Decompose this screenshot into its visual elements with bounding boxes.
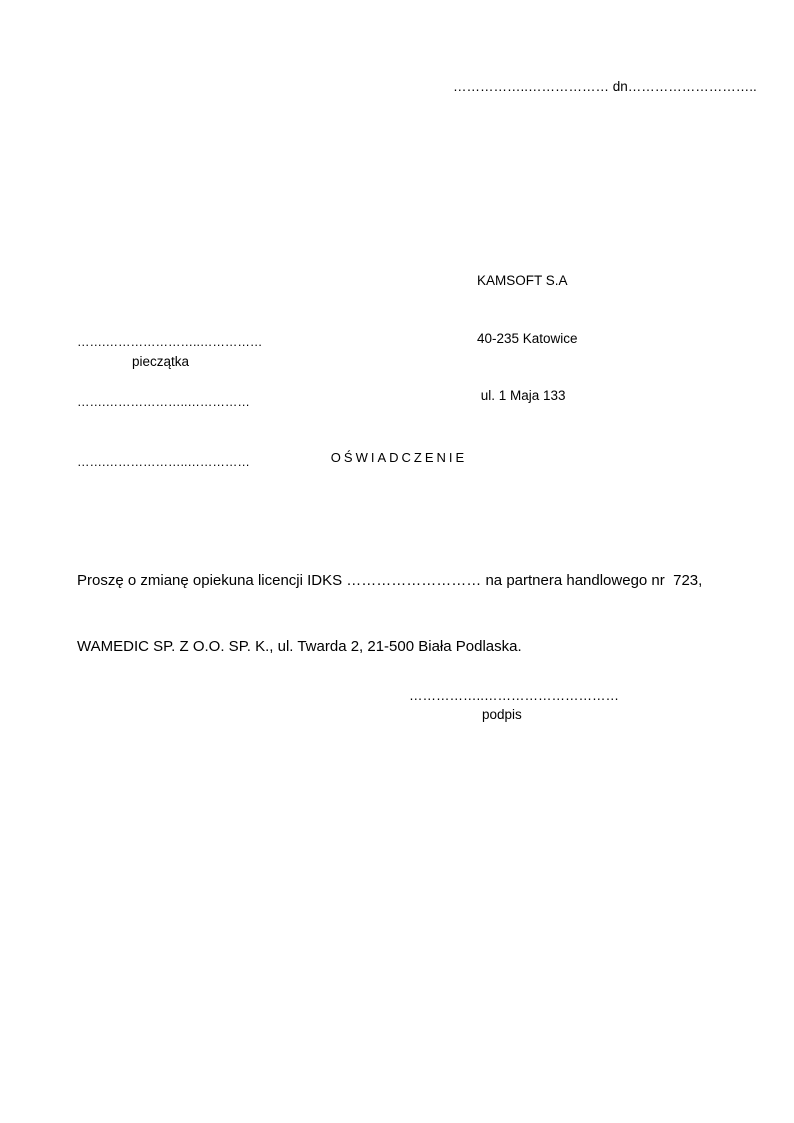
stamp-label: pieczątka xyxy=(132,354,190,369)
stamp-line-2: …….………………..…………… xyxy=(77,395,250,409)
document-title: OŚWIADCZENIE xyxy=(330,450,468,465)
stamp-line-1: …….…………………..…………… xyxy=(77,335,263,349)
date-line: ……………..……………… dn……………………….. xyxy=(453,79,757,94)
recipient-company: KAMSOFT S.A xyxy=(477,273,568,288)
signature-label: podpis xyxy=(482,707,522,722)
statement-line-1: Proszę o zmianę opiekuna licencji IDKS ……………………… na partnera handlowego nr 723, xyxy=(77,572,703,589)
signature-line: ……………..………………………… xyxy=(409,688,620,703)
recipient-street: ul. 1 Maja 133 xyxy=(477,388,566,403)
statement-body xyxy=(77,526,702,702)
recipient-address xyxy=(477,233,578,444)
stamp-line-3: …….………………..…………… xyxy=(77,455,250,469)
stamp-field xyxy=(77,292,262,512)
statement-line-2: WAMEDIC SP. Z O.O. SP. K., ul. Twarda 2, 21-500 Biała Podlaska. xyxy=(77,638,522,655)
recipient-city: 40-235 Katowice xyxy=(477,330,578,346)
